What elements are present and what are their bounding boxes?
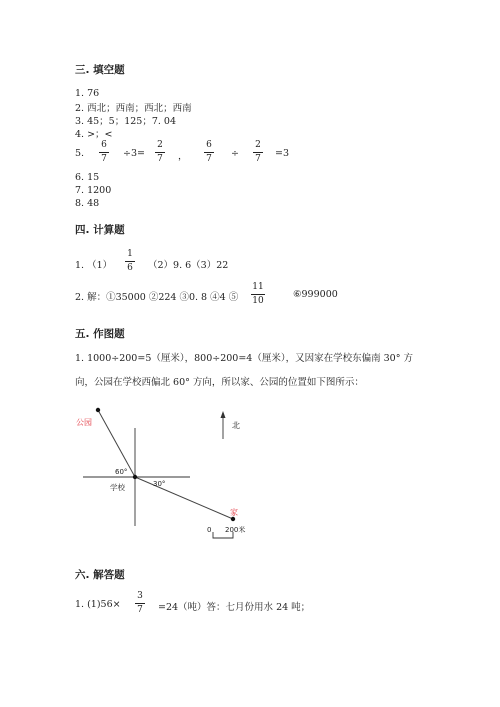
section-title-calculation: 四. 计算题 [75, 224, 125, 236]
answer-line: 2. 西北；西南；西北；西南 [75, 103, 192, 114]
answer-line-number: 5. [75, 148, 85, 159]
line-to-park [98, 410, 135, 477]
fraction: 6 7 [97, 140, 111, 165]
angle-label-30: 30° [153, 480, 166, 488]
answer-text: ÷ [231, 148, 239, 159]
answer-text: ⑥999000 [293, 289, 338, 300]
answer-line: 2. 解：①35000 ②224 ③0. 8 ④4 ⑤ [75, 292, 239, 303]
north-arrow-icon [221, 411, 226, 418]
answer-text: ÷3= [123, 148, 145, 159]
park-label: 公园 [76, 418, 92, 427]
answer-text: （2）9. 6（3）22 [148, 260, 229, 271]
answer-line: 6. 15 [75, 172, 100, 183]
school-point [133, 475, 137, 479]
north-label: 北 [232, 421, 240, 430]
section-title-drawing: 五. 作图题 [75, 328, 125, 340]
answer-text: =3 [275, 148, 290, 159]
school-label: 学校 [110, 483, 125, 492]
answer-line: 4. >；< [75, 129, 113, 140]
fraction: 2 7 [153, 140, 167, 165]
answer-paragraph: 1. 1000÷200=5（厘米），800÷200=4（厘米），又因家在学校东偏南 30° 方 [75, 353, 413, 364]
answer-line: 3. 45；5；125；7. 04 [75, 116, 177, 127]
position-diagram [70, 398, 290, 548]
fraction: 1 6 [123, 249, 137, 274]
answer-line: 1. (1)56× [75, 599, 121, 610]
angle-label-60: 60° [115, 468, 128, 476]
answer-line: 1. （1） [75, 260, 113, 271]
answer-text: =24（吨）答：七月份用水 24 吨； [158, 602, 311, 613]
scale-distance-label: 200米 [225, 526, 246, 534]
fraction: 3 7 [133, 591, 147, 616]
home-point [231, 517, 235, 521]
answer-paragraph: 向，公园在学校西偏北 60° 方向，所以家、公园的位置如下图所示： [75, 377, 364, 388]
section-title-fill-blanks: 三. 填空题 [75, 64, 125, 76]
section-title-solutions: 六. 解答题 [75, 569, 125, 581]
answer-line: 1. 76 [75, 88, 100, 99]
fraction: 6 7 [202, 140, 216, 165]
fraction: 2 7 [251, 140, 265, 165]
answer-line: 7. 1200 [75, 185, 112, 196]
park-point [96, 408, 100, 412]
scale-zero-label: 0 [207, 526, 212, 534]
answer-line: 8. 48 [75, 198, 100, 209]
fraction: 11 10 [252, 282, 264, 306]
line-to-home [135, 477, 233, 519]
home-label: 家 [230, 508, 238, 517]
answer-text: ， [178, 151, 188, 162]
